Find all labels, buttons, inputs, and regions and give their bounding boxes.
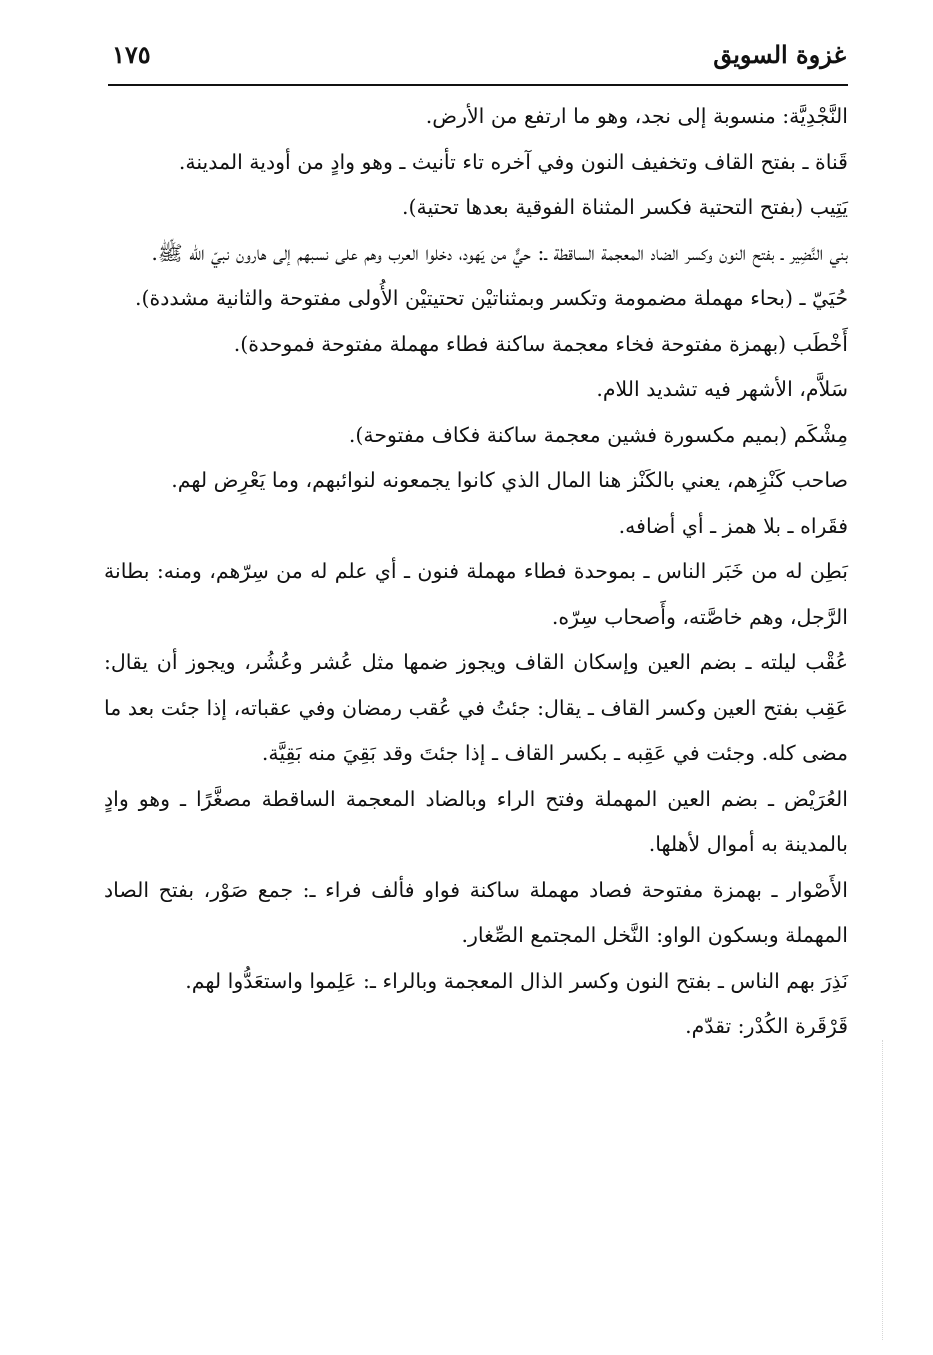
glossary-entry-huyayy: حُيَيّ ـ (بحاء مهملة مضمومة وتكسر وبمثناتيْن تحتيتيْن الأُولى مفتوحة والثانية مشددة). [134, 286, 848, 310]
glossary-entry-akhtab: أَخْطَب (بهمزة مفتوحة فخاء معجمة ساكنة فطاء مهملة مفتوحة فموحدة). [233, 331, 848, 356]
glossary-entry-yatib: يَتِيب (بفتح التحتية فكسر المثناة الفوقية بعدها تحتية). [401, 195, 848, 219]
glossary-entry-nadhira: نَذِرَ بهم الناس ـ بفتح النون وكسر الذال المعجمة وبالراء ـ: عَلِموا واستعَدُّوا لهم. [185, 968, 848, 993]
glossary-entry-batin: بَطِن له من خَبَر الناس ـ بموحدة فطاء مهملة فنون ـ أي علم له من سِرّهم، ومنه: بطانة الرَّجل، وهم خاصَّته، وأَصحاب سِرّه. [104, 559, 848, 629]
page-number: ١٧٥ [112, 40, 151, 69]
glossary-entry-kanz: صاحب كَنْزِهم، يعني بالكَنْز هنا المال الذي كانوا يجمعونه لنوائبهم، وما يَعْرِض لهم. [171, 468, 848, 492]
running-title: غزوة السويق [713, 40, 846, 69]
glossary-entry-sallam: سَلاَّم، الأشهر فيه تشديد اللام. [596, 377, 848, 401]
glossary-body [104, 94, 848, 1050]
header-rule [108, 84, 848, 86]
glossary-entry-qarqarat-alkudr: قَرْقَرة الكُدْر: تقدّم. [685, 1014, 848, 1038]
glossary-entry-faqarah: فقَراه ـ بلا همز ـ أي أضافه. [618, 513, 848, 538]
page-header [108, 40, 846, 82]
glossary-entry-bani-nadir: بني النَّضِير ـ بفتح النون وكسر الضاد المعجمة الساقطة ـ: حيٌّ من يَهود، دخلوا العرب وهم على نسبهم إلى هارون نبيّ الله ﷺ. [151, 240, 848, 265]
glossary-entry-mishkam: مِشْكَم (بميم مكسورة فشين معجمة ساكنة فكاف مفتوحة). [348, 422, 848, 447]
glossary-entry-aswar: الأَصْوار ـ بهمزة مفتوحة فصاد مهملة ساكنة فواو فألف فراء ـ: جمع صَوْر، بفتح الصاد المهملة وبسكون الواو: النَّخل المجتمع الصِّغار. [104, 877, 848, 947]
glossary-entry-uraid: العُرَيْض ـ بضم العين المهملة وفتح الراء وبالضاد المعجمة الساقطة مصغَّرًا ـ وهو وادٍ بالمدينة به أموال لأهلها. [104, 786, 848, 856]
glossary-entry-uqb: عُقْب ليلته ـ بضم العين وإسكان القاف ويجوز ضمها مثل عُشر وعُشُر، ويجوز أن يقال: عَقِب بفتح العين وكسر القاف ـ يقال: جئتُ في عُقب رمضان وفي عقباته، إذا جئت بعد ما مضى كله. وجئت في عَقِبه ـ بكسر القاف ـ إذا جئتَ وقد بَقِيَ منه بَقِيَّة. [104, 650, 848, 765]
scan-edge-mark [882, 1040, 883, 1340]
glossary-entry-najdiyya: النَّجْدِيَّة: منسوبة إلى نجد، وهو ما ارتفع من الأرض. [425, 104, 848, 128]
glossary-entry-qanat: قَناة ـ بفتح القاف وتخفيف النون وفي آخره تاء تأنيث ـ وهو وادٍ من أودية المدينة. [178, 149, 848, 174]
